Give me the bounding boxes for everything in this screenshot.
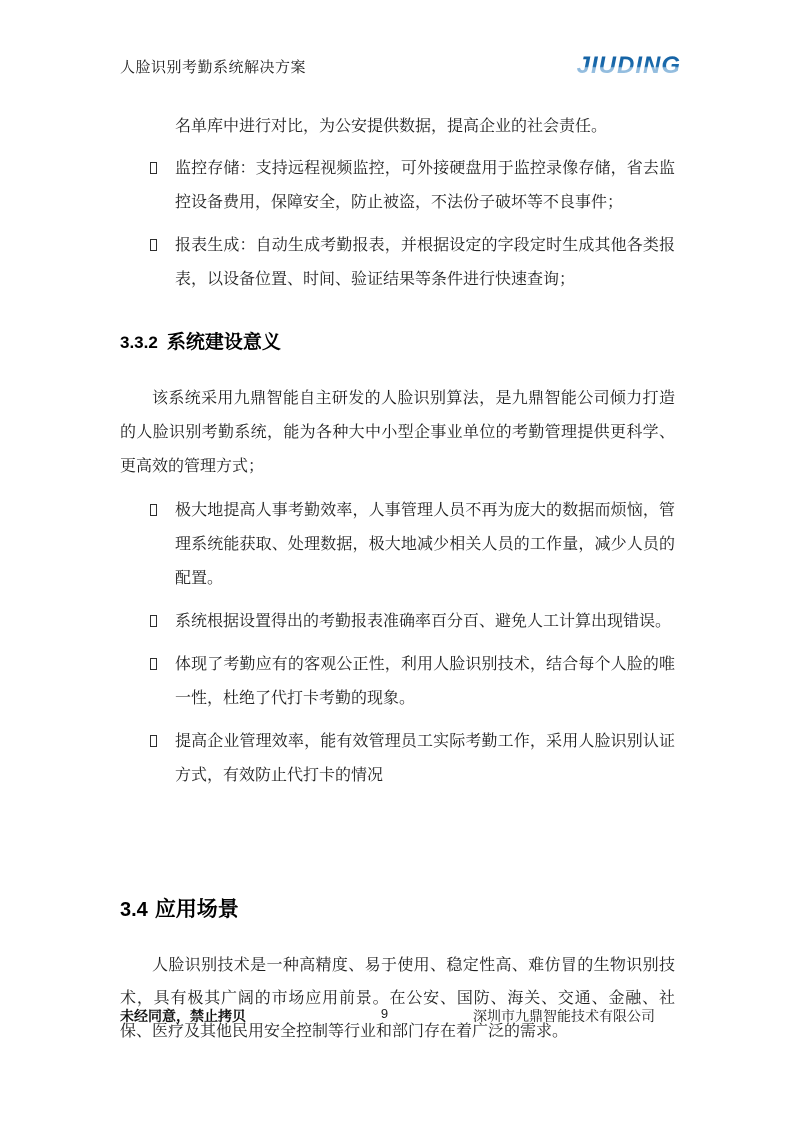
list-item [120,605,675,639]
page-number: 9 [380,1006,389,1021]
section-heading-34 [120,893,675,923]
jiuding-logo: JIUDING [576,52,681,79]
heading-title: 应用场景 [154,898,239,921]
bullet-text: 系统根据设置得出的考勤报表准确率百分百、避免人工计算出现错误。 [175,613,672,630]
bullet-marker-icon [150,239,157,251]
section-heading-332 [120,327,675,354]
bullet-text: 监控存储：支持远程视频监控，可外接硬盘用于监控录像存储，省去监控设备费用，保障安全，防止被盗，不法份子破坏等不良事件； [175,160,675,211]
bullet-marker-icon [150,504,157,516]
section-332-paragraph: 该系统采用九鼎智能自主研发的人脸识别算法，是九鼎智能公司倾力打造的人脸识别考勤系统，能为各种大中小型企事业单位的考勤管理提供更科学、更高效的管理方式； [120,390,675,475]
bullet-marker-icon [150,162,157,174]
feature-bullet-list [120,152,675,297]
heading-number: 3.4 [120,899,148,921]
footer-copy-warning: 未经同意，禁止拷贝 [120,1008,246,1024]
list-item [120,494,675,596]
bullet-text: 报表生成：自动生成考勤报表，并根据设定的字段定时生成其他各类报表，以设备位置、时间、验证结果等条件进行快速查询； [175,237,675,288]
list-item [120,725,675,793]
significance-bullet-list [120,494,675,793]
bullet-marker-icon [150,615,157,627]
bullet-marker-icon [150,735,157,747]
intro-continuation-line: 名单库中进行对比，为公安提供数据，提高企业的社会责任。 [175,118,608,135]
section-34-paragraph: 人脸识别技术是一种高精度、易于使用、稳定性高、难仿冒的生物识别技术，具有极其广阔的市场应用前景。在公安、国防、海关、交通、金融、社保、医疗及其他民用安全控制等行业和部门存在着广泛的需求。 [120,957,675,1040]
heading-number: 3.3.2 [120,333,158,352]
bullet-marker-icon [150,658,157,670]
bullet-text: 提高企业管理效率，能有效管理员工实际考勤工作，采用人脸识别认证方式，有效防止代打卡的情况 [175,733,675,784]
bullet-text: 体现了考勤应有的客观公正性，利用人脸识别技术，结合每个人脸的唯一性，杜绝了代打卡考勤的现象。 [175,656,675,707]
header-doc-title: 人脸识别考勤系统解决方案 [120,58,307,76]
heading-title: 系统建设意义 [166,332,281,353]
footer-company-name: 深圳市九鼎智能技术有限公司 [473,1008,655,1024]
list-item [120,152,675,220]
list-item [120,229,675,297]
page-header [120,52,681,80]
bullet-text: 极大地提高人事考勤效率，人事管理人员不再为庞大的数据而烦恼，管理系统能获取、处理数据，极大地减少相关人员的工作量，减少人员的配置。 [175,502,675,587]
page-footer [120,1006,675,1026]
list-item [120,648,675,716]
